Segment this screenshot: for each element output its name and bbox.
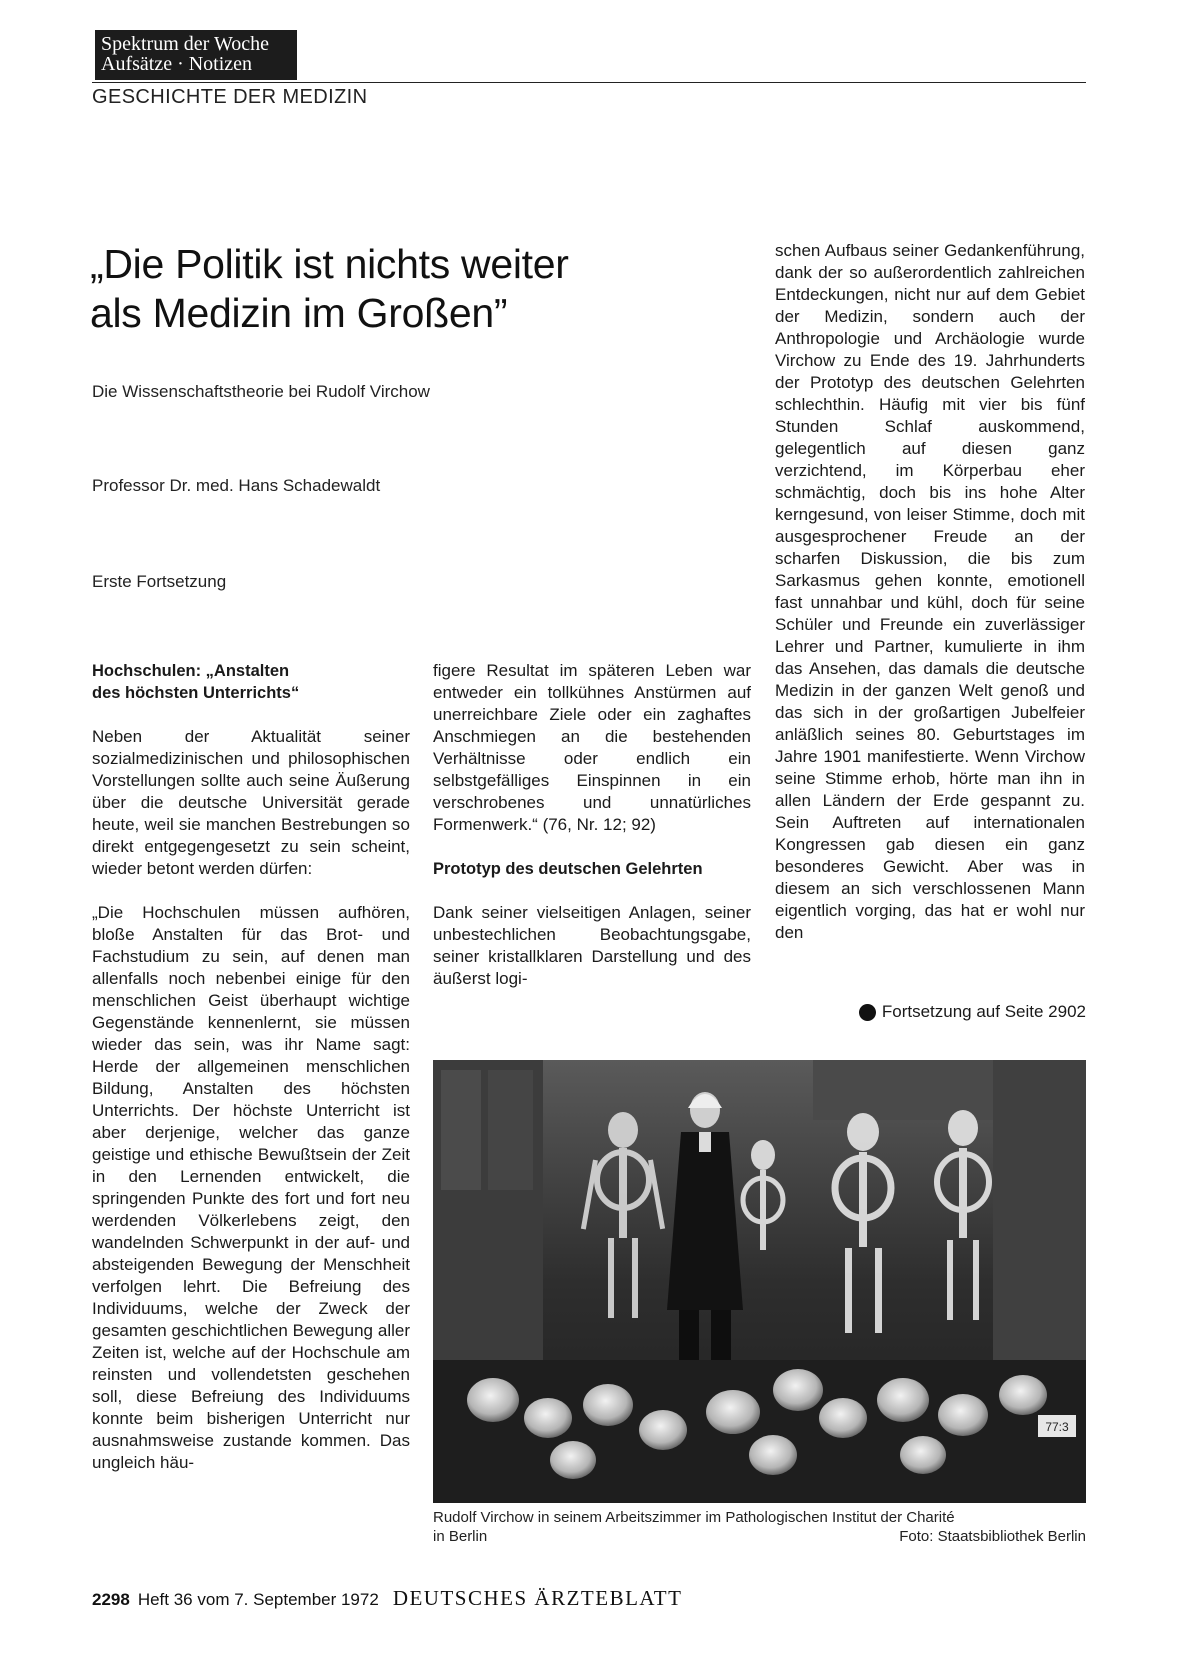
continuation-note — [859, 1002, 1086, 1022]
section-badge-line1: Spektrum der Woche — [101, 33, 269, 55]
installment-note: Erste Fortsetzung — [92, 572, 227, 591]
headline-line2: als Medizin im Großen” — [90, 290, 508, 336]
section-heading-hochschulen — [92, 660, 410, 704]
body-paragraph: Dank seiner vielseitigen Anlagen, seiner unbestechlichen Beobachtungsgabe, seiner kristallklaren Darstellung und des äußerst logi- — [433, 903, 751, 988]
photo-credit: Foto: Staatsbibliothek Berlin — [899, 1528, 1086, 1545]
header-rule — [92, 82, 1086, 83]
journal-name: DEUTSCHES ÄRZTEBLATT — [392, 1586, 683, 1610]
caption-line2: in Berlin — [433, 1528, 488, 1545]
body-paragraph: schen Aufbaus seiner Gedankenführung, dank der so außerordentlich zahlreichen Entdeckungen, nicht nur auf dem Gebiet der Medizin, sondern auch der Anthropologie und Archäologie wurde Virchow zu Ende des 19. Jahrhunderts der Prototyp des deutschen Gelehrten schlechthin. Häufig mit vier bis fünf Stunden Schlaf auskommend, gelegentlich auf diesen ganz verzichtend, im Körperbau eher schmächtig, doch bis ins hohe Alter kerngesund, von leiser Stimme, doch mit ausgesprochener Freude an der scharfen Diskussion, die bis zum Sarkasmus gehen konnte, emotionell fast unnahbar und kühl, doch für seine Schüler und Freunde ein zuverlässiger Lehrer und Partner, kumulierte in ihm das Ansehen, das damals die deutsche Medizin in der ganzen Welt genoß und das sich in der großartigen Jubelfeier anläßlich seines 80. Geburtstages im Jahre 1901 manifestierte. Wenn Virchow seine Stimme erhob, hörte man ihn in allen Ländern der Erde gespannt zu. Sein Auftreten auf internationalen Kongressen gab diesen ein ganz besonderes Gewicht. Aber was in diesem an sich verschlossenen Mann eigentlich vorging, das hat er wohl nur den — [775, 241, 1085, 942]
quote-paragraph: „Die Hochschulen müssen aufhören, bloße Anstalten für das Brot- und Fachstudium zu sein, auf denen man allenfalls noch nebenbei einige für den menschlichen Geist überhaupt wichtige Gegenstände kennenlernt, sie müssen wieder das sein, was ihr Name sagt: Herde der allgemeinen menschlichen Bildung, Anstalten des höchsten Unterrichts. Der höchste Unterricht ist aber derjenige, welcher das ganze geistige und ethische Bewußtsein der Zeit in den Lernenden entwickelt, die springenden Punkte des fort und fort neu werdenden Völkerlebens zeigt, den wandelnden Schwerpunkt in der auf- und absteigenden Bewegung der Menschheit verfolgen lehrt. Die Befreiung des Individuums, welche der Zweck der gesamten geschichtlichen Bewegung aller Zeiten ist, welche auf der Hochschule am reinsten und vollendetsten geschehen soll, diese Befreiung des Individuums konnte beim bisherigen Unterricht nur ausnahmsweise zustande kommen. Das ungleich häu- — [92, 903, 410, 1472]
section-heading-prototyp: Prototyp des deutschen Gelehrten — [433, 860, 703, 878]
rubric: GESCHICHTE DER MEDIZIN — [92, 86, 368, 108]
caption-line1: Rudolf Virchow in seinem Arbeitszimmer im Pathologischen Institut der Charité — [433, 1509, 955, 1526]
section-badge — [95, 30, 297, 80]
page-footer — [92, 1586, 682, 1611]
heading-line1: Hochschulen: „Anstalten — [92, 662, 290, 680]
bullet-dot-icon — [859, 1004, 876, 1021]
section-badge-line2: Aufsätze · Notizen — [101, 53, 253, 75]
body-paragraph: Neben der Aktualität seiner sozialmedizinischen und philosophischen Vorstellungen sollte auch seine Äußerung über die deutsche Universität gerade heute, weil sie manchen Bestrebungen so direkt entgegengesetzt zu sein scheint, wieder betont werden dürfen: — [92, 727, 410, 878]
virchow-photograph — [433, 1060, 1086, 1503]
issue-info: Heft 36 vom 7. September 1972 — [137, 1590, 379, 1609]
continuation-text: Fortsetzung auf Seite 2902 — [881, 1002, 1086, 1021]
photo-label-text: 77:3 — [1045, 1420, 1069, 1434]
heading-line2: des höchsten Unterrichts“ — [92, 684, 300, 702]
quote-continuation: figere Resultat im späteren Leben war entweder ein tollkühnes Anstürmen auf unerreichbare Ziele oder ein zaghaftes Anschmiegen an die bestehenden Verhältnisse oder endlich ein selbstgefälliges Einspinnen in ein verschrobenes und unnatürliches Formenwerk.“ (76, Nr. 12; 92) — [433, 661, 751, 834]
article-subtitle: Die Wissenschaftstheorie bei Rudolf Virchow — [92, 382, 430, 401]
article-author: Professor Dr. med. Hans Schadewaldt — [92, 476, 381, 495]
column-1 — [92, 660, 410, 1474]
column-3 — [775, 240, 1085, 944]
column-2 — [433, 660, 751, 990]
article-headline — [90, 240, 710, 338]
photo-caption — [433, 1508, 1086, 1546]
headline-line1: „Die Politik ist nichts weiter — [90, 241, 569, 287]
page-number: 2298 — [92, 1590, 130, 1609]
